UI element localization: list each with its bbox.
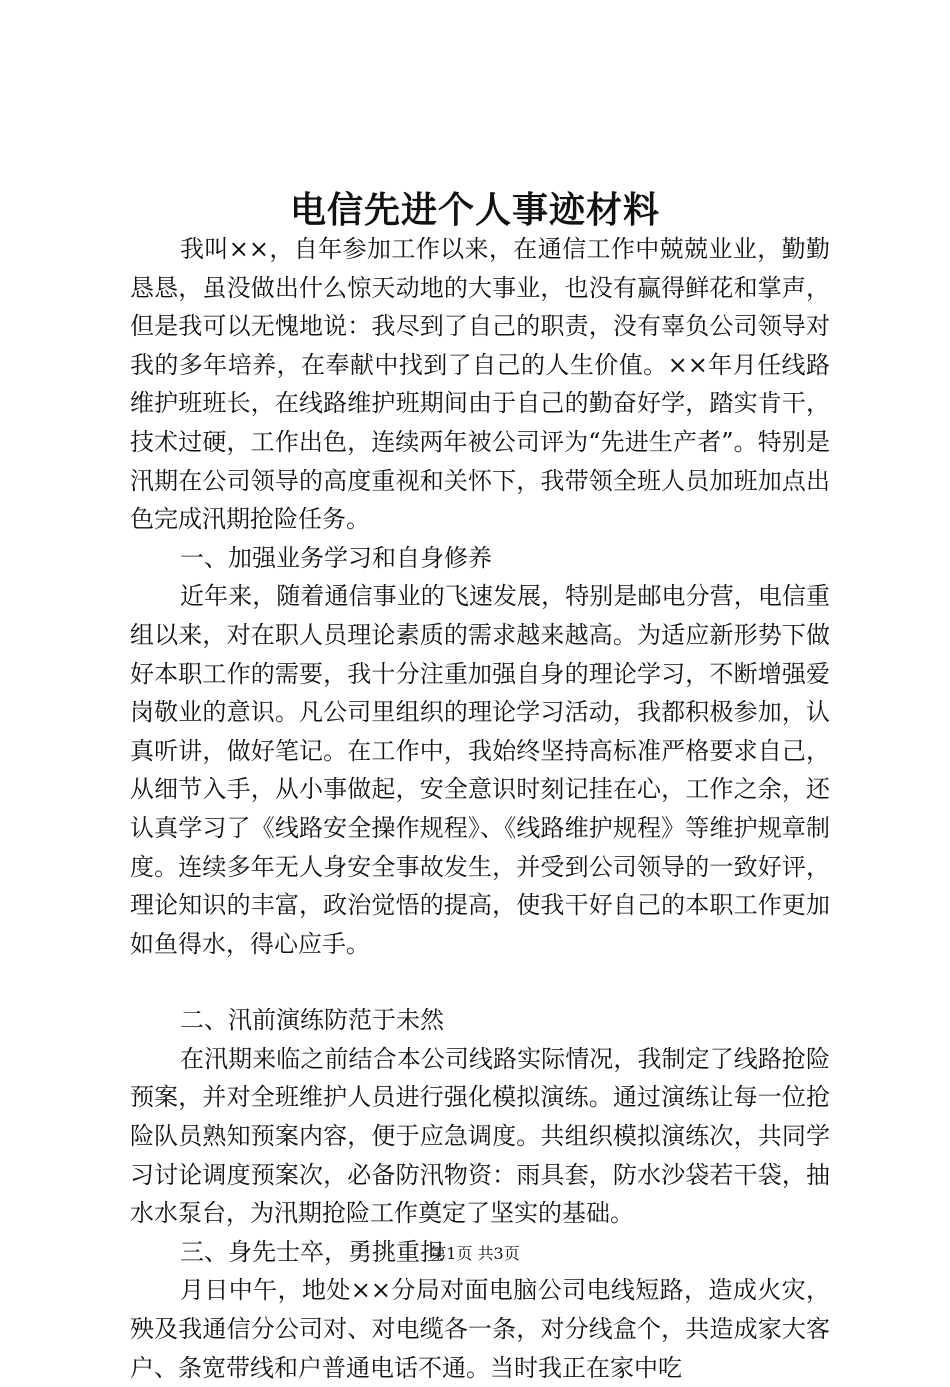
paragraph-intro: 我叫××，自年参加工作以来，在通信工作中兢兢业业，勤勤恳恳，虽没做出什么惊天动地的大事业，也没有赢得鲜花和掌声，但是我可以无愧地说：我尽到了自己的职责，没有辜负公司领导对我的多年培养，在奉献中找到了自己的人生价值。××年月任线路维护班班长，在线路维护班期间由于自己的勤奋好学，踏实肯干，技术过硬，工作出色，连续两年被公司评为“先进生产者”。特别是汛期在公司领导的高度重视和关怀下，我带领全班人员加班加点出色完成汛期抢险任务。 xyxy=(130,235,830,534)
page-title: 电信先进个人事迹材料 xyxy=(289,189,660,231)
paragraph-section-1: 近年来，随着通信事业的飞速发展，特别是邮电分营，电信重组以来，对在职人员理论素质的需求越来越高。为适应新形势下做好本职工作的需要，我十分注重加强自身的理论学习，不断增强爱岗敬业的意识。凡公司里组织的理论学习活动，我都积极参加，认真听讲，做好笔记。在工作中，我始终坚持高标准严格要求自己，从细节入手，从小事做起，安全意识时刻记挂在心，工作之余，还认真学习了《线路安全操作规程》、《线路维护规程》等维护规章制度。连续多年无人身安全事故发生，并受到公司领导的一致好评，理论知识的丰富，政治觉悟的提高，使我干好自己的本职工作更加如鱼得水，得心应手。 xyxy=(130,582,830,958)
section-heading-1: 一、加强业务学习和自身修养 xyxy=(180,543,492,572)
section-heading-3: 三、身先士卒，勇挑重担 xyxy=(180,1237,444,1266)
paragraph-section-2: 在汛期来临之前结合本公司线路实际情况，我制定了线路抢险预案，并对全班维护人员进行强化模拟演练。通过演练让每一位抢险队员熟知预案内容，便于应急调度。共组织模拟演练次，共同学习讨论调度预案次，必备防汛物资：雨具套，防水沙袋若干袋，抽水水泵台，为汛期抢险工作奠定了坚实的基础。 xyxy=(130,1044,830,1228)
document-body xyxy=(130,230,830,1387)
paragraph-section-3: 月日中午，地处××分局对面电脑公司电线短路，造成火灾，殃及我通信分公司对、对电缆各一条，对分线盒个，共造成家大客户、条宽带线和户普通电话不通。当时我正在家中吃 xyxy=(130,1276,830,1382)
page-number-footer: 第1页 共3页 xyxy=(430,1244,520,1263)
section-heading-2: 二、汛前演练防范于未然 xyxy=(180,1006,444,1035)
